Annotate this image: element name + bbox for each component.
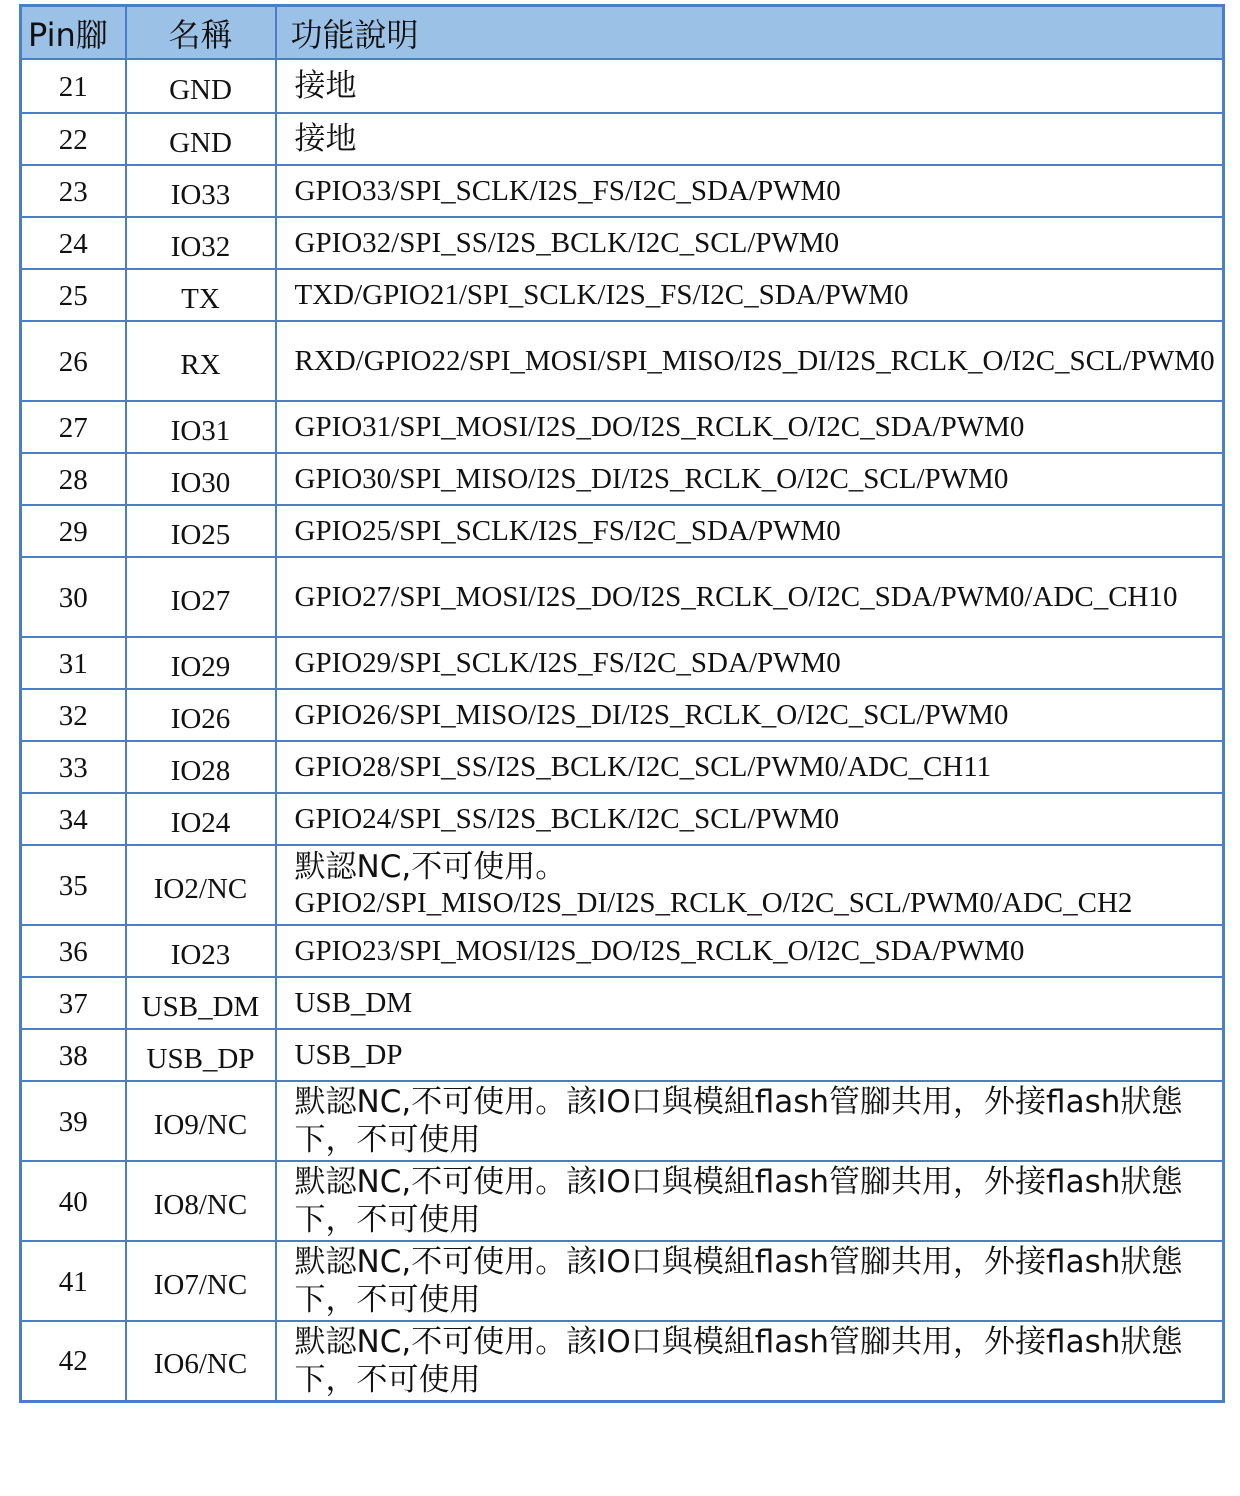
header-description: 功能說明 (276, 6, 1224, 60)
pin-description: GPIO26/SPI_MISO/I2S_DI/I2S_RCLK_O/I2C_SCL/PWM0 (276, 689, 1224, 741)
table-row (21, 59, 1224, 113)
pin-number: 37 (21, 977, 126, 1029)
pin-name: IO28 (126, 741, 276, 793)
pin-name: USB_DP (126, 1029, 276, 1081)
table-row (21, 925, 1224, 977)
pin-name: TX (126, 269, 276, 321)
pin-name: IO23 (126, 925, 276, 977)
pin-number: 42 (21, 1321, 126, 1401)
pin-number: 27 (21, 401, 126, 453)
pin-description: 默認NC,不可使用。該IO口與模組flash管腳共用，外接flash狀態下，不可使用 (276, 1241, 1224, 1321)
table-row (21, 453, 1224, 505)
pin-name: IO26 (126, 689, 276, 741)
table-row (21, 1029, 1224, 1081)
pin-description: GPIO25/SPI_SCLK/I2S_FS/I2C_SDA/PWM0 (276, 505, 1224, 557)
pin-name: GND (126, 113, 276, 165)
pin-description-note: 默認NC,不可使用。 (294, 849, 567, 885)
pin-number: 41 (21, 1241, 126, 1321)
pin-description: GPIO27/SPI_MOSI/I2S_DO/I2S_RCLK_O/I2C_SDA/PWM0/ADC_CH10 (276, 557, 1224, 637)
table-row (21, 1161, 1224, 1241)
pin-number: 21 (21, 59, 126, 113)
table-row (21, 269, 1224, 321)
pin-description: 默認NC,不可使用。該IO口與模組flash管腳共用，外接flash狀態下，不可使用 (276, 1161, 1224, 1241)
pin-number: 34 (21, 793, 126, 845)
pin-description: GPIO30/SPI_MISO/I2S_DI/I2S_RCLK_O/I2C_SCL/PWM0 (276, 453, 1224, 505)
table-row (21, 1241, 1224, 1321)
pin-name: IO30 (126, 453, 276, 505)
pin-table (19, 4, 1225, 1403)
pin-description: GPIO32/SPI_SS/I2S_BCLK/I2C_SCL/PWM0 (276, 217, 1224, 269)
pin-name: IO31 (126, 401, 276, 453)
header-name: 名稱 (126, 6, 276, 60)
pin-description (276, 845, 1224, 925)
pin-description: 接地 (276, 113, 1224, 165)
pin-description: USB_DP (276, 1029, 1224, 1081)
pin-number: 31 (21, 637, 126, 689)
pin-description: TXD/GPIO21/SPI_SCLK/I2S_FS/I2C_SDA/PWM0 (276, 269, 1224, 321)
pin-description: GPIO28/SPI_SS/I2S_BCLK/I2C_SCL/PWM0/ADC_CH11 (276, 741, 1224, 793)
table-row (21, 845, 1224, 925)
pin-description: 默認NC,不可使用。該IO口與模組flash管腳共用，外接flash狀態下，不可使用 (276, 1321, 1224, 1401)
pin-description: GPIO23/SPI_MOSI/I2S_DO/I2S_RCLK_O/I2C_SDA/PWM0 (276, 925, 1224, 977)
table-row (21, 321, 1224, 401)
pin-number: 22 (21, 113, 126, 165)
table-row (21, 637, 1224, 689)
table-row (21, 557, 1224, 637)
pin-number: 23 (21, 165, 126, 217)
pin-description: RXD/GPIO22/SPI_MOSI/SPI_MISO/I2S_DI/I2S_RCLK_O/I2C_SCL/PWM0 (276, 321, 1224, 401)
table-row (21, 505, 1224, 557)
pin-description: 默認NC,不可使用。該IO口與模組flash管腳共用，外接flash狀態下，不可使用 (276, 1081, 1224, 1161)
pin-number: 38 (21, 1029, 126, 1081)
pin-name: IO32 (126, 217, 276, 269)
table-row (21, 741, 1224, 793)
pin-number: 35 (21, 845, 126, 925)
pin-number: 39 (21, 1081, 126, 1161)
pin-description: GPIO31/SPI_MOSI/I2S_DO/I2S_RCLK_O/I2C_SDA/PWM0 (276, 401, 1224, 453)
table-row (21, 1081, 1224, 1161)
pin-name: IO7/NC (126, 1241, 276, 1321)
table-row (21, 689, 1224, 741)
pin-number: 28 (21, 453, 126, 505)
pin-name: IO2/NC (126, 845, 276, 925)
pin-name: IO24 (126, 793, 276, 845)
pin-description: GPIO29/SPI_SCLK/I2S_FS/I2C_SDA/PWM0 (276, 637, 1224, 689)
pin-description: 接地 (276, 59, 1224, 113)
pin-number: 30 (21, 557, 126, 637)
pin-number: 24 (21, 217, 126, 269)
table-row (21, 977, 1224, 1029)
table-row (21, 401, 1224, 453)
pin-number: 36 (21, 925, 126, 977)
pin-description: GPIO24/SPI_SS/I2S_BCLK/I2C_SCL/PWM0 (276, 793, 1224, 845)
pin-description: GPIO33/SPI_SCLK/I2S_FS/I2C_SDA/PWM0 (276, 165, 1224, 217)
table-row (21, 793, 1224, 845)
pin-name: USB_DM (126, 977, 276, 1029)
table-row (21, 1321, 1224, 1401)
pin-name: IO25 (126, 505, 276, 557)
table-row (21, 165, 1224, 217)
table-row (21, 113, 1224, 165)
pin-number: 32 (21, 689, 126, 741)
pin-number: 29 (21, 505, 126, 557)
pin-name: IO8/NC (126, 1161, 276, 1241)
pin-name: IO29 (126, 637, 276, 689)
pin-number: 40 (21, 1161, 126, 1241)
header-row (21, 6, 1224, 60)
pin-description-functions: GPIO2/SPI_MISO/I2S_DI/I2S_RCLK_O/I2C_SCL/PWM0/ADC_CH2 (294, 887, 1133, 919)
pin-name: IO27 (126, 557, 276, 637)
pin-name: IO33 (126, 165, 276, 217)
pin-description: USB_DM (276, 977, 1224, 1029)
pin-number: 33 (21, 741, 126, 793)
pin-number: 25 (21, 269, 126, 321)
pin-number: 26 (21, 321, 126, 401)
pin-name: IO9/NC (126, 1081, 276, 1161)
header-pin: Pin腳 (21, 6, 126, 60)
pin-name: GND (126, 59, 276, 113)
pin-name: RX (126, 321, 276, 401)
table-row (21, 217, 1224, 269)
pin-name: IO6/NC (126, 1321, 276, 1401)
